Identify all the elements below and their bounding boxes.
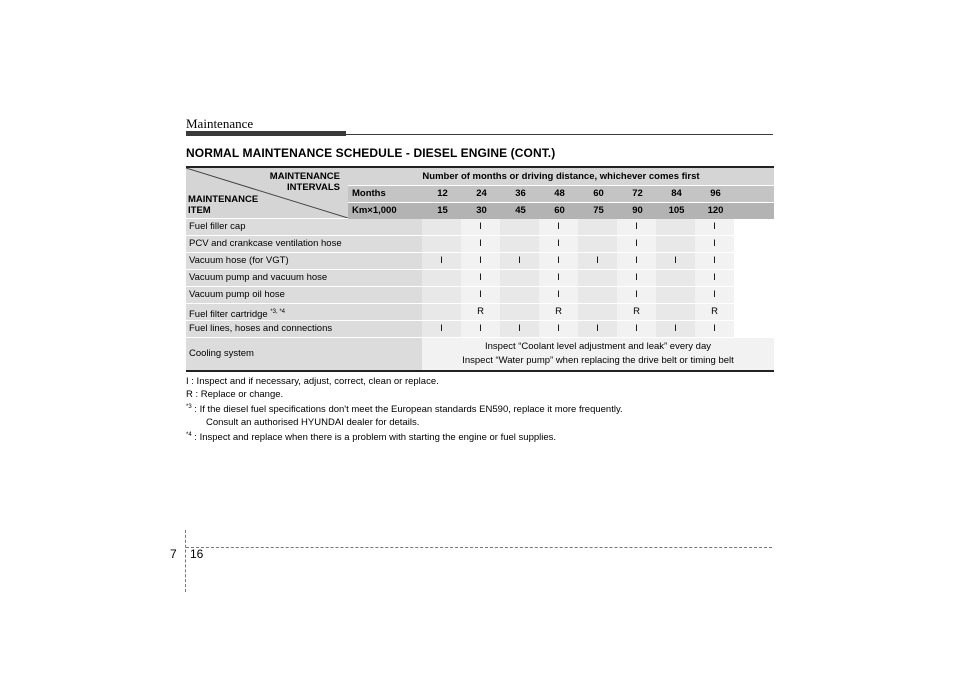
schedule-cell: I	[539, 287, 578, 303]
note-3-text: : If the diesel fuel specifications don't meet the European standards EN590, replace it more frequently.	[191, 404, 623, 416]
schedule-cell: I	[539, 219, 578, 235]
section-title: Maintenance	[186, 116, 254, 131]
footer-divider	[185, 530, 186, 592]
schedule-cell	[500, 304, 539, 320]
schedule-cell: I	[422, 253, 461, 269]
months-value: 12	[437, 188, 448, 199]
row-item-text: Vacuum pump and vacuum hose	[189, 272, 328, 283]
schedule-cell: I	[695, 287, 734, 303]
row-item-name	[186, 253, 422, 269]
km-value: 105	[668, 205, 685, 216]
note-3-continued: Consult an authorised HYUNDAI dealer for details.	[206, 416, 420, 428]
schedule-cell: I	[695, 270, 734, 286]
note-4-text: : Inspect and replace when there is a problem with starting the engine or fuel supplies.	[191, 432, 557, 444]
schedule-cell: I	[500, 321, 539, 337]
schedule-cell	[500, 219, 539, 235]
schedule-cell	[500, 236, 539, 252]
schedule-cell: I	[695, 253, 734, 269]
schedule-cell	[656, 236, 695, 252]
months-value: 72	[632, 188, 643, 199]
schedule-cell	[578, 287, 617, 303]
schedule-cell: I	[617, 321, 656, 337]
months-value: 84	[671, 188, 682, 199]
row-item-name	[186, 270, 422, 286]
schedule-cell	[578, 270, 617, 286]
months-value: 36	[515, 188, 526, 199]
km-value: 30	[476, 205, 487, 216]
schedule-cell: R	[539, 304, 578, 320]
schedule-cell: I	[695, 219, 734, 235]
km-value: 45	[515, 205, 526, 216]
schedule-cell: I	[461, 236, 500, 252]
cooling-note-line: Inspect “Water pump” when replacing the drive belt or timing belt	[462, 355, 734, 366]
note-inspect: I : Inspect and if necessary, adjust, correct, clean or replace.	[186, 376, 439, 387]
schedule-cell	[656, 219, 695, 235]
corner-item-label: MAINTENANCE ITEM	[188, 194, 259, 216]
note-4	[186, 429, 623, 445]
schedule-cell: R	[695, 304, 734, 320]
row-item-text: Fuel filler cap	[189, 221, 246, 232]
row-item-footnote-mark: *3, *4	[270, 309, 285, 315]
row-item-name	[186, 219, 422, 235]
months-row	[348, 186, 774, 203]
schedule-cell: R	[617, 304, 656, 320]
schedule-cell: I	[461, 219, 500, 235]
row-item-name: Cooling system	[186, 338, 422, 370]
corner-intervals-label: MAINTENANCE INTERVALS	[269, 171, 340, 193]
cooling-note-line: Inspect “Coolant level adjustment and leak” every day	[484, 341, 711, 352]
row-item-text: Vacuum pump oil hose	[189, 289, 285, 300]
schedule-cell: I	[500, 253, 539, 269]
months-value: 96	[710, 188, 721, 199]
table-title: NORMAL MAINTENANCE SCHEDULE - DIESEL ENGINE (CONT.)	[186, 146, 556, 160]
table-row	[186, 320, 774, 337]
table-body	[186, 218, 774, 337]
schedule-cell: I	[539, 236, 578, 252]
table-row	[186, 269, 774, 286]
schedule-cell: I	[578, 321, 617, 337]
schedule-cell: I	[617, 287, 656, 303]
row-item-name	[186, 304, 422, 320]
km-value: 120	[707, 205, 724, 216]
schedule-cell	[578, 219, 617, 235]
schedule-cell: I	[656, 253, 695, 269]
note-3	[186, 401, 623, 417]
table-row	[186, 303, 774, 320]
corner-header	[186, 168, 348, 218]
schedule-cell: I	[539, 321, 578, 337]
table-row	[186, 252, 774, 269]
row-item-name	[186, 287, 422, 303]
schedule-cell	[422, 236, 461, 252]
schedule-cell: I	[422, 321, 461, 337]
km-label: Km×1,000	[352, 205, 397, 216]
row-item-text: Vacuum hose (for VGT)	[189, 255, 289, 266]
schedule-cell	[422, 219, 461, 235]
row-item-name	[186, 236, 422, 252]
schedule-cell: I	[617, 236, 656, 252]
schedule-cell	[656, 270, 695, 286]
schedule-cell: I	[578, 253, 617, 269]
schedule-cell	[578, 236, 617, 252]
note-3-mark: *3	[186, 404, 192, 410]
table-row	[186, 235, 774, 252]
km-value: 60	[554, 205, 565, 216]
interval-span-header: Number of months or driving distance, whichever comes first	[348, 168, 774, 186]
row-item-name	[186, 321, 422, 337]
interval-header	[348, 168, 774, 218]
table-row	[186, 286, 774, 303]
table-row-cooling	[186, 337, 774, 370]
note-replace: R : Replace or change.	[186, 388, 284, 400]
schedule-cell	[422, 270, 461, 286]
schedule-cell: I	[461, 270, 500, 286]
footer-rule	[186, 547, 772, 548]
schedule-cell	[422, 304, 461, 320]
months-label: Months	[352, 188, 386, 199]
header-rule	[346, 134, 773, 135]
months-value: 24	[476, 188, 487, 199]
schedule-cell: I	[539, 253, 578, 269]
footnotes	[186, 376, 623, 445]
schedule-cell: I	[461, 253, 500, 269]
km-row	[348, 203, 774, 219]
km-value: 75	[593, 205, 604, 216]
schedule-cell: I	[695, 236, 734, 252]
schedule-cell: I	[695, 321, 734, 337]
cooling-note	[422, 338, 774, 370]
page-number: 16	[190, 547, 204, 561]
schedule-cell: I	[617, 270, 656, 286]
note-4-mark: *4	[186, 432, 192, 439]
table-row	[186, 218, 774, 235]
schedule-cell	[422, 287, 461, 303]
schedule-cell: I	[617, 253, 656, 269]
table-header	[186, 168, 774, 218]
months-value: 60	[593, 188, 604, 199]
maintenance-table	[186, 166, 774, 372]
schedule-cell	[656, 287, 695, 303]
row-item-text: PCV and crankcase ventilation hose	[189, 238, 342, 249]
row-item-text: Fuel lines, hoses and connections	[189, 323, 333, 334]
schedule-cell: I	[461, 321, 500, 337]
km-value: 15	[437, 205, 448, 216]
chapter-number: 7	[170, 547, 177, 561]
schedule-cell: I	[539, 270, 578, 286]
schedule-cell: R	[461, 304, 500, 320]
schedule-cell	[578, 304, 617, 320]
schedule-cell: I	[656, 321, 695, 337]
header-bar	[186, 131, 346, 136]
months-value: 48	[554, 188, 565, 199]
row-item-text: Fuel filter cartridge	[189, 309, 271, 321]
schedule-cell: I	[461, 287, 500, 303]
schedule-cell	[500, 287, 539, 303]
km-value: 90	[632, 205, 643, 216]
schedule-cell	[500, 270, 539, 286]
schedule-cell	[656, 304, 695, 320]
schedule-cell: I	[617, 219, 656, 235]
